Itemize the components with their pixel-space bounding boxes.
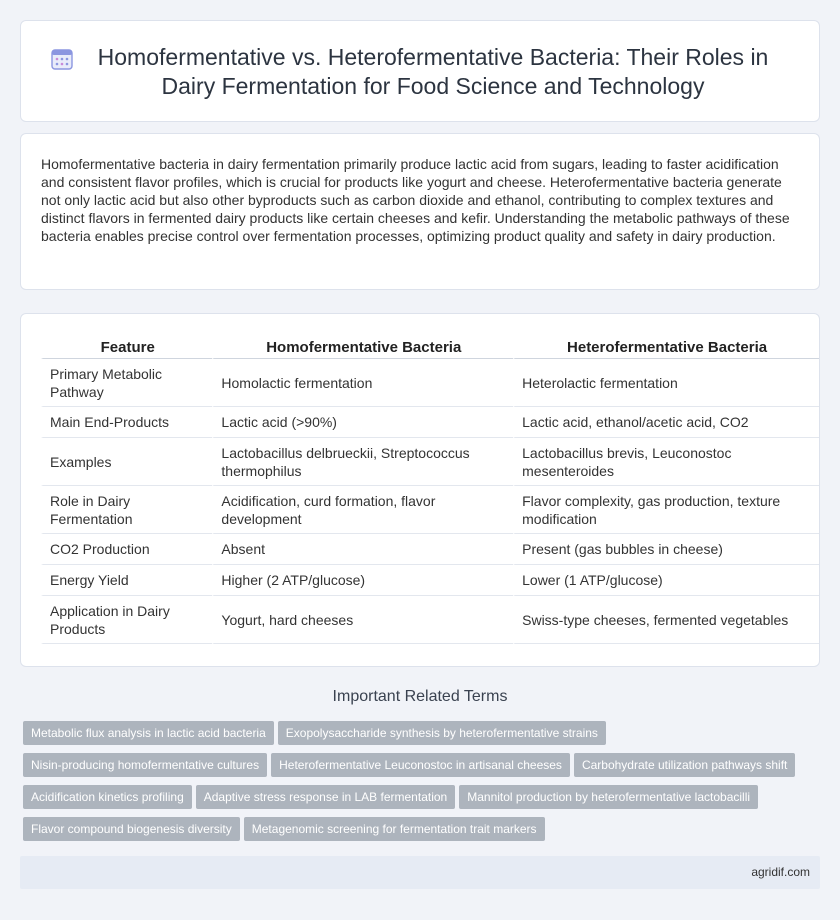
related-term-tag[interactable]: Heterofermentative Leuconostoc in artisanal cheeses (271, 753, 570, 777)
table-row (41, 534, 819, 565)
heterofermentative-cell: Lactic acid, ethanol/acetic acid, CO2 (513, 407, 819, 438)
table-row (41, 486, 819, 534)
feature-cell: Main End-Products (41, 407, 212, 438)
table-row (41, 359, 819, 407)
homofermentative-cell: Higher (2 ATP/glucose) (212, 565, 513, 596)
table-header-row (41, 337, 819, 359)
title-card (20, 20, 820, 122)
tag-row (23, 817, 813, 849)
heterofermentative-cell: Lactobacillus brevis, Leuconostoc mesenteroides (513, 438, 819, 486)
site-link[interactable]: agridif.com (751, 865, 810, 879)
heterofermentative-cell: Lower (1 ATP/glucose) (513, 565, 819, 596)
related-term-tag[interactable]: Exopolysaccharide synthesis by heterofermentative strains (278, 721, 606, 745)
feature-cell: Examples (41, 438, 212, 486)
heterofermentative-cell: Flavor complexity, gas production, texture modification (513, 486, 819, 534)
footer (20, 856, 820, 889)
related-term-tag[interactable]: Metagenomic screening for fermentation trait markers (244, 817, 545, 841)
homofermentative-cell: Homolactic fermentation (212, 359, 513, 407)
tag-row (23, 721, 813, 753)
related-terms-heading: Important Related Terms (332, 688, 508, 705)
column-header-homofermentative: Homofermentative Bacteria (212, 337, 513, 359)
tag-row (23, 785, 813, 817)
table-row (41, 565, 819, 596)
related-terms-list (23, 721, 813, 849)
tag-row (23, 753, 813, 785)
homofermentative-cell: Lactobacillus delbrueckii, Streptococcus thermophilus (212, 438, 513, 486)
related-term-tag[interactable]: Metabolic flux analysis in lactic acid bacteria (23, 721, 274, 745)
table-row (41, 438, 819, 486)
related-term-tag[interactable]: Flavor compound biogenesis diversity (23, 817, 240, 841)
homofermentative-cell: Yogurt, hard cheeses (212, 596, 513, 644)
feature-cell: Application in Dairy Products (41, 596, 212, 644)
heterofermentative-cell: Present (gas bubbles in cheese) (513, 534, 819, 565)
column-header-heterofermentative: Heterofermentative Bacteria (513, 337, 819, 359)
heterofermentative-cell: Heterolactic fermentation (513, 359, 819, 407)
homofermentative-cell: Acidification, curd formation, flavor development (212, 486, 513, 534)
table-row (41, 596, 819, 644)
related-term-tag[interactable]: Nisin-producing homofermentative cultures (23, 753, 267, 777)
comparison-table (41, 337, 819, 644)
related-term-tag[interactable]: Mannitol production by heterofermentative lactobacilli (459, 785, 758, 809)
comparison-table-card (20, 313, 820, 667)
related-term-tag[interactable]: Adaptive stress response in LAB fermentation (196, 785, 455, 809)
feature-cell: CO2 Production (41, 534, 212, 565)
feature-cell: Energy Yield (41, 565, 212, 596)
intro-paragraph: Homofermentative bacteria in dairy fermentation primarily produce lactic acid from sugars, leading to faster acidification and consistent flavor profiles, which is crucial for products like yogurt and cheese. Heterofermentative bacteria generate not only lactic acid but also other byproducts such as carbon dioxide and ethanol, contributing to complex textures and distinct flavors in fermented dairy products like certain cheeses and kefir. Understanding the metabolic pathways of these bacteria enables precise control over fermentation processes, optimizing product quality and safety in dairy production. (41, 156, 790, 244)
feature-cell: Primary Metabolic Pathway (41, 359, 212, 407)
table-row (41, 407, 819, 438)
column-header-feature: Feature (41, 337, 212, 359)
related-term-tag[interactable]: Carbohydrate utilization pathways shift (574, 753, 795, 777)
homofermentative-cell: Lactic acid (>90%) (212, 407, 513, 438)
intro-card (20, 133, 820, 290)
page-title: Homofermentative vs. Heterofermentative Bacteria: Their Roles in Dairy Fermentation for Food Science and Technology (97, 44, 769, 99)
homofermentative-cell: Absent (212, 534, 513, 565)
related-term-tag[interactable]: Acidification kinetics profiling (23, 785, 192, 809)
feature-cell: Role in Dairy Fermentation (41, 486, 212, 534)
heterofermentative-cell: Swiss-type cheeses, fermented vegetables (513, 596, 819, 644)
